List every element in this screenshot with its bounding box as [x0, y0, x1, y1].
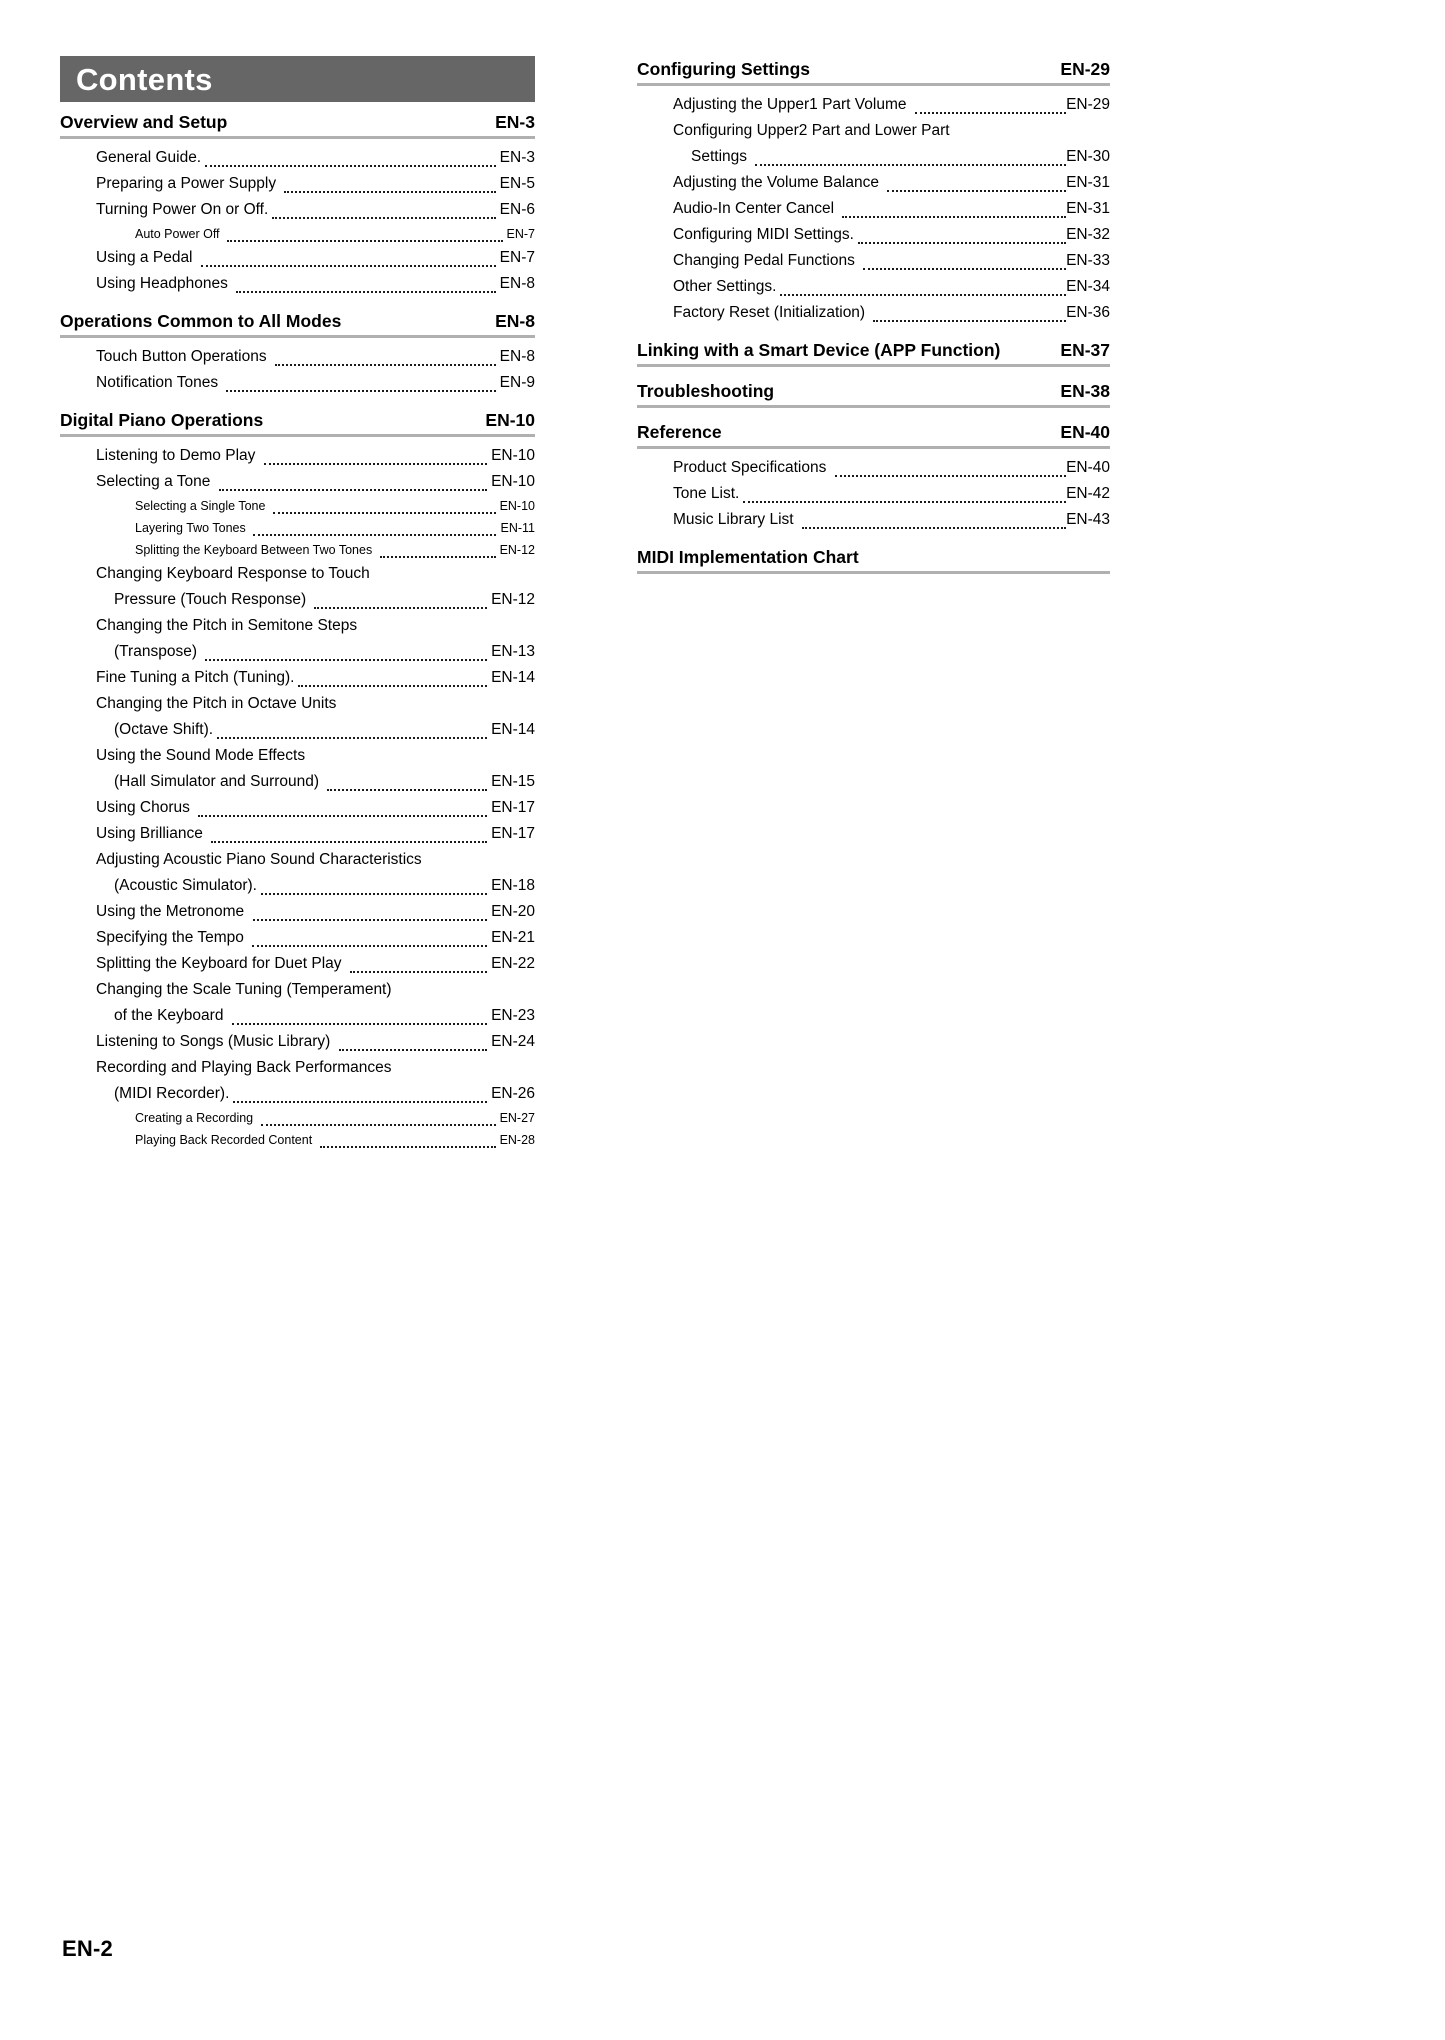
toc-entry-text: Turning Power On or Off. [96, 201, 269, 218]
toc-entry-page: EN-30 [1066, 148, 1110, 165]
toc-entry-text-cont: (MIDI Recorder). [114, 1085, 230, 1102]
toc-entry[interactable] [637, 118, 1110, 170]
toc-leader-dots [320, 1146, 496, 1148]
toc-entry-text-cont: (Transpose) [114, 643, 202, 660]
toc-leader-dots [201, 265, 496, 267]
toc-entry[interactable] [60, 469, 535, 495]
toc-entry-text-cont: Pressure (Touch Response) [114, 591, 311, 608]
toc-leader-dots [327, 789, 487, 791]
toc-section-page: EN-38 [1060, 381, 1110, 401]
toc-entry[interactable] [637, 196, 1110, 222]
toc-entry-text: Adjusting the Volume Balance [673, 174, 884, 191]
toc-entry-line2 [96, 873, 535, 899]
toc-entry-page: EN-7 [499, 249, 535, 266]
toc-entry[interactable] [637, 92, 1110, 118]
toc-entry-text: Preparing a Power Supply [96, 175, 281, 192]
toc-entry-text: Fine Tuning a Pitch (Tuning). [96, 669, 295, 686]
toc-leader-dots [252, 945, 487, 947]
toc-leader-dots [314, 607, 487, 609]
toc-entry-text: Splitting the Keyboard for Duet Play [96, 955, 346, 972]
toc-entry[interactable] [60, 743, 535, 795]
toc-entry-line2 [96, 1081, 535, 1107]
toc-entry-line2 [96, 1003, 535, 1029]
toc-leader-dots [261, 893, 487, 895]
toc-entry-text: Listening to Songs (Music Library) [96, 1033, 335, 1050]
toc-leader-dots [272, 217, 495, 219]
toc-entry-text: Using Chorus [96, 799, 195, 816]
toc-entry-page: EN-27 [499, 1111, 535, 1125]
toc-leader-dots [198, 815, 487, 817]
toc-entry-page: EN-10 [491, 473, 535, 490]
toc-section-heading[interactable] [60, 410, 535, 434]
toc-entry-page: EN-14 [491, 669, 535, 686]
toc-entry[interactable] [60, 561, 535, 613]
toc-leader-dots [253, 534, 496, 536]
toc-leader-dots [298, 685, 487, 687]
toc-section-title: MIDI Implementation Chart [637, 547, 859, 567]
toc-leader-dots [284, 191, 495, 193]
toc-entry-page: EN-6 [499, 201, 535, 218]
toc-entry-page: EN-40 [1066, 459, 1110, 476]
toc-section-rule [637, 405, 1110, 408]
toc-entry-text: Changing Keyboard Response to Touch [96, 565, 370, 582]
toc-leader-dots [264, 463, 487, 465]
toc-entry-page: EN-3 [499, 149, 535, 166]
toc-section-title: Linking with a Smart Device (APP Function) [637, 340, 1001, 360]
toc-entry-text: Adjusting Acoustic Piano Sound Characteristics [96, 851, 422, 868]
toc-section-title: Overview and Setup [60, 112, 228, 132]
toc-entry[interactable] [60, 977, 535, 1029]
toc-section-page: EN-10 [485, 410, 535, 430]
toc-entry-text: Using the Sound Mode Effects [96, 747, 306, 764]
toc-section-title: Operations Common to All Modes [60, 311, 342, 331]
toc-entry-page: EN-26 [491, 1085, 535, 1102]
toc-entry-text-cont: of the Keyboard [114, 1007, 228, 1024]
toc-leader-dots [858, 242, 1066, 244]
toc-entry-page: EN-12 [491, 591, 535, 608]
toc-section-heading[interactable] [637, 422, 1110, 446]
toc-entry-text: Using a Pedal [96, 249, 197, 266]
toc-entry-page: EN-22 [491, 955, 535, 972]
toc-entry-line2 [96, 639, 535, 665]
toc-entry-text: Auto Power Off [135, 227, 224, 241]
toc-section-rule [637, 364, 1110, 367]
toc-entry-text: Changing the Pitch in Octave Units [96, 695, 337, 712]
toc-entry[interactable] [60, 821, 535, 847]
toc-section-page: EN-29 [1060, 59, 1110, 79]
toc-entry-line2 [96, 717, 535, 743]
toc-leader-dots [205, 165, 496, 167]
toc-leader-dots [873, 320, 1066, 322]
toc-entry-text: Recording and Playing Back Performances [96, 1059, 392, 1076]
toc-entry-text: Selecting a Tone [96, 473, 215, 490]
toc-entry[interactable] [637, 222, 1110, 248]
toc-section-page: EN-37 [1060, 340, 1110, 360]
toc-entry-text: Notification Tones [96, 374, 223, 391]
toc-section-title: Reference [637, 422, 722, 442]
toc-entry-page: EN-10 [491, 447, 535, 464]
toc-section-heading[interactable] [60, 112, 535, 136]
toc-leader-dots [743, 501, 1066, 503]
toc-section-rule [60, 434, 535, 437]
toc-leader-dots [236, 291, 496, 293]
toc-left-body [60, 112, 535, 1151]
toc-entry-text: Changing the Scale Tuning (Temperament) [96, 981, 392, 998]
toc-entry[interactable] [60, 795, 535, 821]
toc-leader-dots [253, 919, 488, 921]
toc-section-page: EN-40 [1060, 422, 1110, 442]
toc-entry-page: EN-13 [491, 643, 535, 660]
contents-banner [60, 56, 535, 102]
toc-entry[interactable] [60, 344, 535, 370]
toc-section-heading[interactable] [637, 381, 1110, 405]
toc-entry-text: Layering Two Tones [135, 521, 250, 535]
toc-section-heading[interactable] [637, 547, 1110, 571]
toc-leader-dots [217, 737, 487, 739]
toc-leader-dots [339, 1049, 487, 1051]
toc-entry-page: EN-43 [1066, 511, 1110, 528]
toc-entry-text: Changing Pedal Functions [673, 252, 860, 269]
toc-entry[interactable] [60, 665, 535, 691]
toc-entry-page: EN-20 [491, 903, 535, 920]
toc-entry-text: Splitting the Keyboard Between Two Tones [135, 543, 376, 557]
toc-entry-line2 [96, 587, 535, 613]
toc-entry-text: Listening to Demo Play [96, 447, 260, 464]
toc-leader-dots [232, 1023, 487, 1025]
toc-leader-dots [273, 512, 496, 514]
toc-entry-page: EN-5 [499, 175, 535, 192]
toc-section-rule [637, 571, 1110, 574]
toc-section-heading[interactable] [637, 59, 1110, 83]
toc-entry-page: EN-8 [499, 348, 535, 365]
toc-entry-page: EN-34 [1066, 278, 1110, 295]
toc-entry[interactable] [60, 539, 535, 561]
toc-entry[interactable] [60, 271, 535, 297]
toc-entry-page: EN-23 [491, 1007, 535, 1024]
toc-entry-text-cont: (Hall Simulator and Surround) [114, 773, 324, 790]
toc-entry[interactable] [637, 507, 1110, 533]
toc-entry-page: EN-8 [499, 275, 535, 292]
toc-entry[interactable] [60, 691, 535, 743]
toc-entry-text: Product Specifications [673, 459, 831, 476]
toc-entry-text: Audio-In Center Cancel [673, 200, 839, 217]
toc-entry-text: Other Settings. [673, 278, 777, 295]
toc-section-heading[interactable] [637, 340, 1110, 364]
toc-entry-page: EN-36 [1066, 304, 1110, 321]
toc-section-title: Troubleshooting [637, 381, 775, 401]
toc-entry-text: Playing Back Recorded Content [135, 1133, 316, 1147]
toc-leader-dots [887, 190, 1066, 192]
toc-section-heading[interactable] [60, 311, 535, 335]
toc-leader-dots [233, 1101, 487, 1103]
toc-entry[interactable] [637, 170, 1110, 196]
page-folio: EN-2 [62, 1936, 113, 1961]
toc-entry[interactable] [637, 248, 1110, 274]
toc-entry[interactable] [60, 443, 535, 469]
toc-entry-text-cont: Settings [691, 148, 752, 165]
toc-entry[interactable] [637, 481, 1110, 507]
toc-leader-dots [350, 971, 487, 973]
toc-entry-text: Using Brilliance [96, 825, 208, 842]
toc-left-column [60, 56, 535, 1151]
toc-entry-text-cont: (Acoustic Simulator). [114, 877, 257, 894]
toc-entry-page: EN-12 [499, 543, 535, 557]
toc-entry-page: EN-9 [499, 374, 535, 391]
toc-entry-text: Specifying the Tempo [96, 929, 249, 946]
toc-entry-page: EN-10 [499, 499, 535, 513]
toc-entry-page: EN-32 [1066, 226, 1110, 243]
toc-entry-page: EN-29 [1066, 96, 1110, 113]
toc-entry[interactable] [637, 300, 1110, 326]
toc-leader-dots [205, 659, 487, 661]
toc-entry-text: Configuring Upper2 Part and Lower Part [673, 122, 950, 139]
toc-entry[interactable] [60, 847, 535, 899]
toc-entry-text: Factory Reset (Initialization) [673, 304, 870, 321]
toc-leader-dots [261, 1124, 496, 1126]
toc-entry[interactable] [60, 171, 535, 197]
toc-section-title: Configuring Settings [637, 59, 811, 79]
toc-entry-page: EN-17 [491, 799, 535, 816]
toc-entry[interactable] [60, 223, 535, 245]
toc-leader-dots [780, 294, 1066, 296]
toc-entry-page: EN-18 [491, 877, 535, 894]
toc-entry-line2 [673, 144, 1110, 170]
toc-entry[interactable] [60, 1129, 535, 1151]
toc-entry-page: EN-21 [491, 929, 535, 946]
toc-entry-text: Music Library List [673, 511, 798, 528]
toc-entry[interactable] [60, 517, 535, 539]
toc-entry-page: EN-14 [491, 721, 535, 738]
toc-entry[interactable] [60, 613, 535, 665]
toc-entry-text: Adjusting the Upper1 Part Volume [673, 96, 911, 113]
toc-entry[interactable] [60, 1055, 535, 1107]
toc-leader-dots [835, 475, 1066, 477]
toc-entry-text: Using Headphones [96, 275, 233, 292]
toc-entry-page: EN-31 [1066, 174, 1110, 191]
toc-entry-page: EN-31 [1066, 200, 1110, 217]
toc-entry-page: EN-17 [491, 825, 535, 842]
toc-entry[interactable] [60, 1029, 535, 1055]
toc-entry-page: EN-24 [491, 1033, 535, 1050]
toc-entry[interactable] [60, 925, 535, 951]
toc-leader-dots [802, 527, 1066, 529]
toc-entry-page: EN-7 [506, 227, 535, 241]
toc-section-rule [60, 136, 535, 139]
contents-title: Contents [76, 61, 213, 97]
toc-entry-page: EN-11 [500, 521, 535, 535]
toc-entry-text: Creating a Recording [135, 1111, 257, 1125]
toc-section-page: EN-8 [495, 311, 535, 331]
toc-entry[interactable] [60, 197, 535, 223]
toc-entry-page: EN-33 [1066, 252, 1110, 269]
toc-leader-dots [219, 489, 487, 491]
toc-leader-dots [211, 841, 487, 843]
toc-entry[interactable] [637, 274, 1110, 300]
toc-leader-dots [842, 216, 1066, 218]
toc-section-rule [637, 83, 1110, 86]
toc-entry-page: EN-15 [491, 773, 535, 790]
toc-entry-text: Tone List. [673, 485, 740, 502]
toc-entry-text: Selecting a Single Tone [135, 499, 269, 513]
toc-leader-dots [275, 364, 496, 366]
toc-entry[interactable] [60, 245, 535, 271]
toc-entry-text: Changing the Pitch in Semitone Steps [96, 617, 358, 634]
toc-entry-text-cont: (Octave Shift). [114, 721, 214, 738]
toc-section-title: Digital Piano Operations [60, 410, 264, 430]
toc-entry[interactable] [637, 455, 1110, 481]
toc-section-rule [60, 335, 535, 338]
toc-leader-dots [380, 556, 496, 558]
toc-entry-text: General Guide. [96, 149, 202, 166]
toc-leader-dots [226, 390, 495, 392]
toc-entry[interactable] [60, 951, 535, 977]
toc-entry[interactable] [60, 899, 535, 925]
toc-entry-text: Using the Metronome [96, 903, 249, 920]
toc-entry-text: Touch Button Operations [96, 348, 271, 365]
toc-entry[interactable] [60, 495, 535, 517]
toc-right-column [637, 56, 1110, 1151]
toc-entry-page: EN-42 [1066, 485, 1110, 502]
toc-section-page: EN-3 [495, 112, 535, 132]
toc-leader-dots [863, 268, 1066, 270]
toc-entry[interactable] [60, 1107, 535, 1129]
toc-columns [60, 56, 1385, 1151]
toc-entry[interactable] [60, 145, 535, 171]
toc-leader-dots [915, 112, 1066, 114]
toc-entry-text: Configuring MIDI Settings. [673, 226, 854, 243]
toc-section-rule [637, 446, 1110, 449]
toc-leader-dots [755, 164, 1066, 166]
toc-leader-dots [227, 240, 503, 242]
toc-entry[interactable] [60, 370, 535, 396]
toc-entry-line2 [96, 769, 535, 795]
toc-entry-page: EN-28 [499, 1133, 535, 1147]
toc-right-body [637, 59, 1110, 574]
